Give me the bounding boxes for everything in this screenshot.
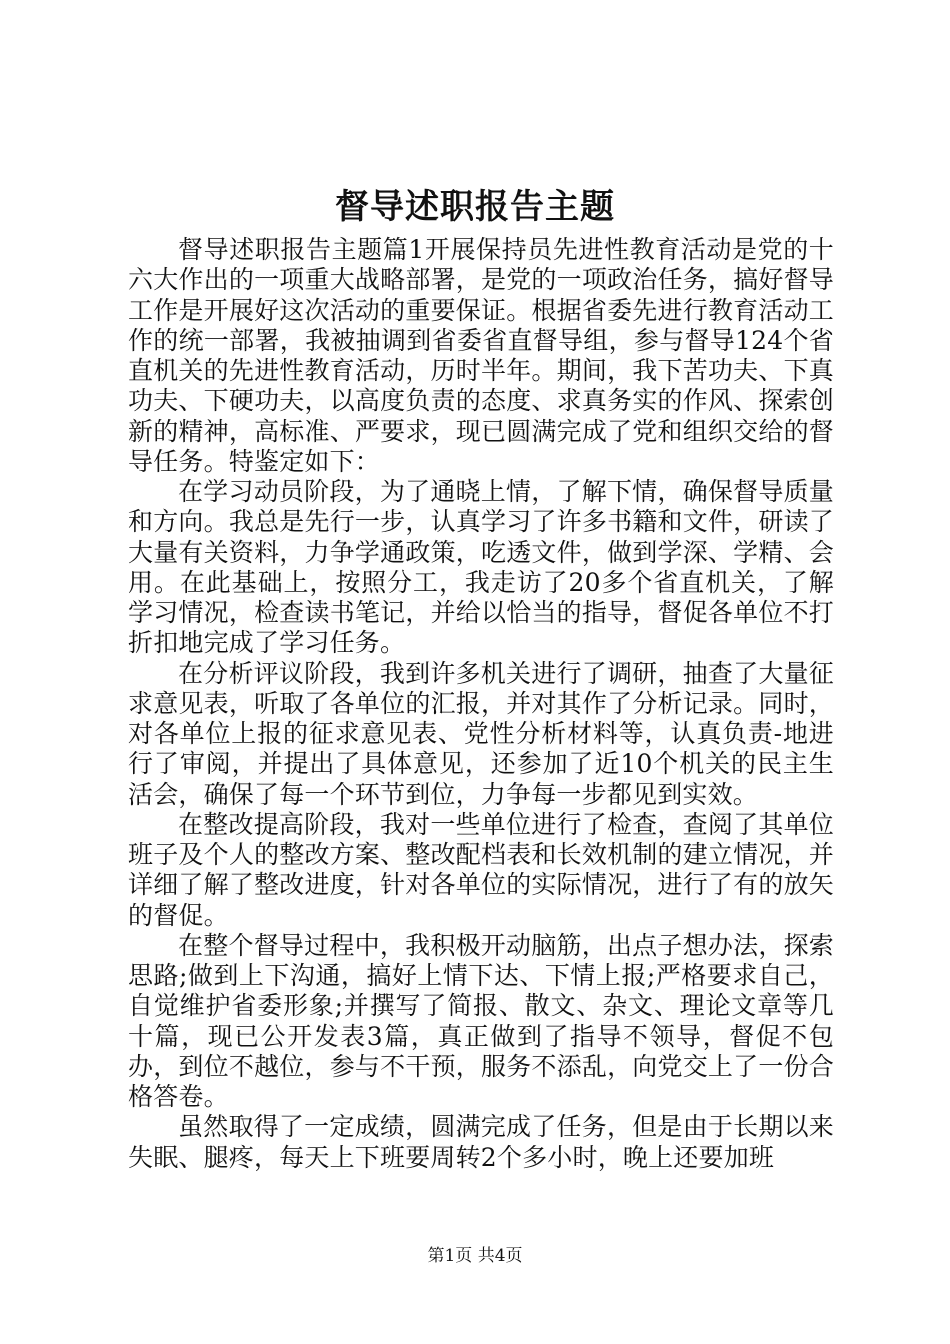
document-title: 督导述职报告主题: [335, 187, 615, 227]
document-body: [128, 235, 834, 1173]
paragraph-6: 虽然取得了一定成绩，圆满完成了任务，但是由于长期以来失眠、腿疼，每天上下班要周转2个多小时，晚上还要加班: [128, 1112, 834, 1172]
page-footer: 第1页 共4页: [427, 1246, 523, 1266]
paragraph-3: 在分析评议阶段，我到许多机关进行了调研，抽查了大量征求意见表，听取了各单位的汇报，并对其作了分析记录。同时，对各单位上报的征求意见表、党性分析材料等，认真负责-地进行了审阅，并提出了具体意见，还参加了近10个机关的民主生活会，确保了每一个环节到位，力争每一步都见到实效。: [128, 658, 834, 809]
paragraph-4: 在整改提高阶段，我对一些单位进行了检查，查阅了其单位班子及个人的整改方案、整改配档表和长效机制的建立情况，并详细了解了整改进度，针对各单位的实际情况，进行了有的放矢的督促。: [128, 809, 834, 930]
paragraph-2: 在学习动员阶段，为了通晓上情，了解下情，确保督导质量和方向。我总是先行一步，认真学习了许多书籍和文件，研读了大量有关资料，力争学通政策，吃透文件，做到学深、学精、会用。在此基础上，按照分工，我走访了20多个省直机关，了解学习情况，检查读书笔记，并给以恰当的指导，督促各单位不打折扣地完成了学习任务。: [128, 477, 834, 658]
paragraph-1: 督导述职报告主题篇1开展保持员先进性教育活动是党的十六大作出的一项重大战略部署，是党的一项政治任务，搞好督导工作是开展好这次活动的重要保证。根据省委先进行教育活动工作的统一部署，我被抽调到省委省直督导组，参与督导124个省直机关的先进性教育活动，历时半年。期间，我下苦功夫、下真功夫、下硬功夫，以高度负责的态度、求真务实的作风、探索创新的精神，高标准、严要求，现已圆满完成了党和组织交给的督导任务。特鉴定如下：: [128, 235, 834, 476]
paragraph-5: 在整个督导过程中，我积极开动脑筋，出点子想办法，探索思路;做到上下沟通，搞好上情下达、下情上报;严格要求自己，自觉维护省委形象;并撰写了简报、散文、杂文、理论文章等几十篇，现已公开发表3篇，真正做到了指导不领导，督促不包办，到位不越位，参与不干预，服务不添乱，向党交上了一份合格答卷。: [128, 930, 834, 1111]
